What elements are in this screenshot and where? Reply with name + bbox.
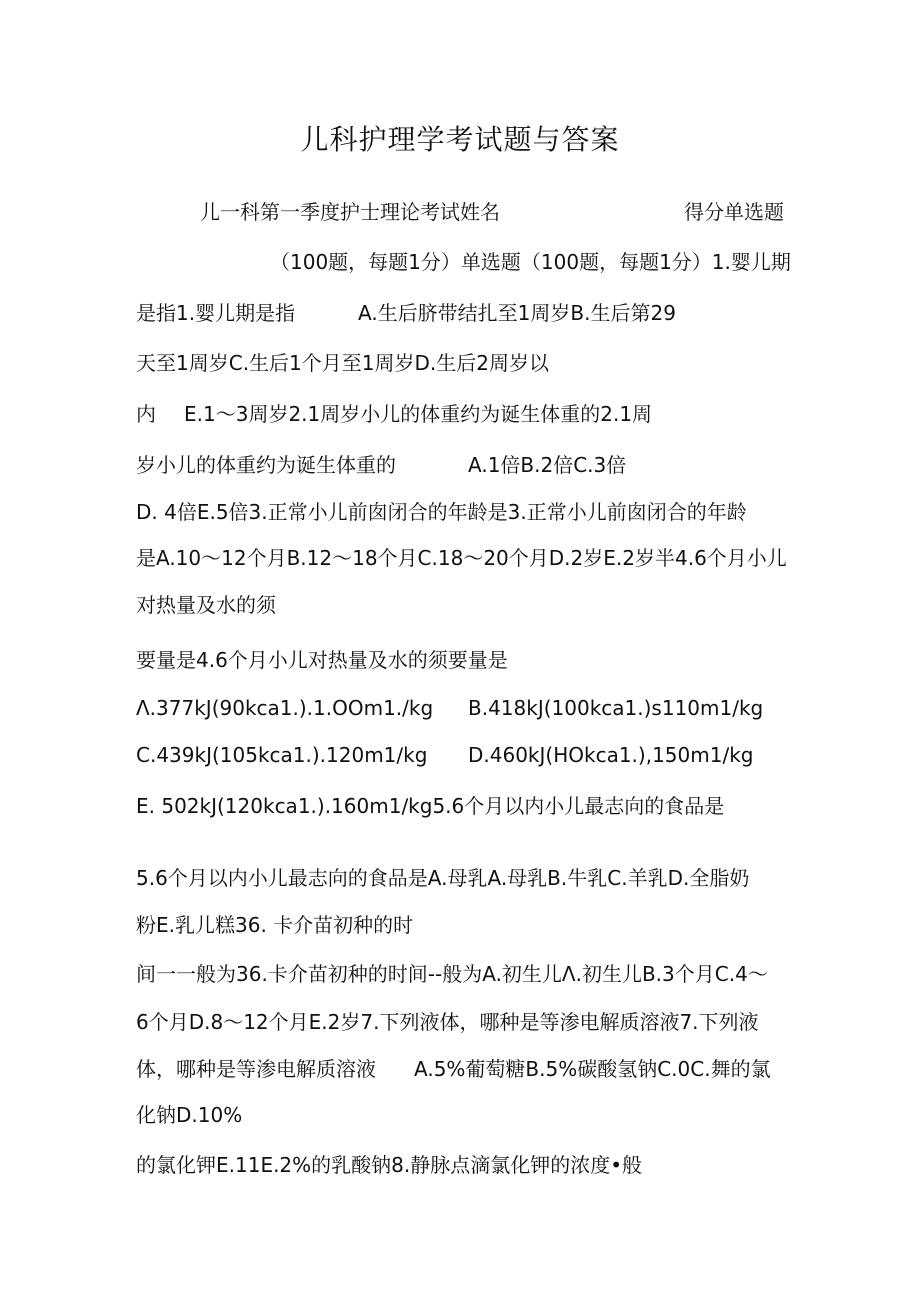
text-line: 要量是4.6个月小儿对热量及水的须要量是 (136, 648, 508, 672)
text-line: 体，哪种是等渗电解质溶液 (136, 1057, 376, 1081)
text-line: A.1倍B.2倍C.3倍 (468, 453, 627, 477)
text-line: 间一一般为36.卡介苗初种的时间--般为A.初生儿Λ.初生儿B.3个月C.4～ (136, 962, 768, 986)
text-line: 化钠D.10% (136, 1103, 243, 1127)
text-line: D.460kJ(HOkca1.),150m1∕kg (468, 743, 754, 767)
text-line: 的氯化钾E.11E.2%的乳酸钠8.静脉点滴氯化钾的浓度•般 (136, 1153, 643, 1177)
text-line: D. 4倍E.5倍3.正常小儿前囱闭合的年龄是3.正常小儿前囱闭合的年龄 (136, 500, 747, 524)
text-line: 6个月D.8～12个月E.2岁7.下列液体，哪种是等渗电解质溶液7.下列液 (136, 1010, 759, 1034)
text-line: 对热量及水的须 (136, 593, 276, 617)
text-line: E. 502kJ(120kca1.).160m1∕kg5.6个月以内小儿最志向的食品是 (136, 794, 725, 818)
text-line: 5.6个月以内小儿最志向的食品是A.母乳A.母乳B.牛乳C.羊乳D.全脂奶 (136, 866, 750, 890)
text-line: 是A.10～12个月B.12～18个月C.18～20个月D.2岁E.2岁半4.6个月小儿 (136, 546, 787, 570)
text-line: 天至1周岁C.生后1个月至1周岁D.生后2周岁以 (136, 351, 549, 375)
text-line: Λ.377kJ(90kca1.).1.OOm1./kg (136, 696, 434, 720)
text-line: A.5%葡萄糖B.5%碳酸氢钠C.0C.舞的氯 (414, 1057, 771, 1081)
text-line: 内 (136, 402, 156, 426)
text-line: B.418kJ(100kca1.)s110m1∕kg (468, 696, 764, 720)
document-title: 儿科护理学考试题与答案 (300, 123, 620, 156)
text-line: E.1～3周岁2.1周岁小儿的体重约为诞生体重的2.1周 (184, 402, 653, 426)
text-line: C.439kJ(105kca1.).120m1∕kg (136, 743, 428, 767)
text-line: （100题，每题1分）单选题（100题，每题1分）1.婴儿期 (270, 250, 791, 274)
text-line: 是指1.婴儿期是指 (136, 301, 296, 325)
text-line: 岁小儿的体重约为诞生体重的 (136, 453, 396, 477)
text-line: 儿一科第一季度护士理论考试姓名 (200, 200, 500, 224)
text-line: 得分单选题 (684, 200, 784, 224)
text-line: A.生后脐带结扎至1周岁B.生后第29 (358, 301, 676, 325)
text-line: 粉E.乳儿糕36. 卡介苗初种的时 (136, 913, 414, 937)
